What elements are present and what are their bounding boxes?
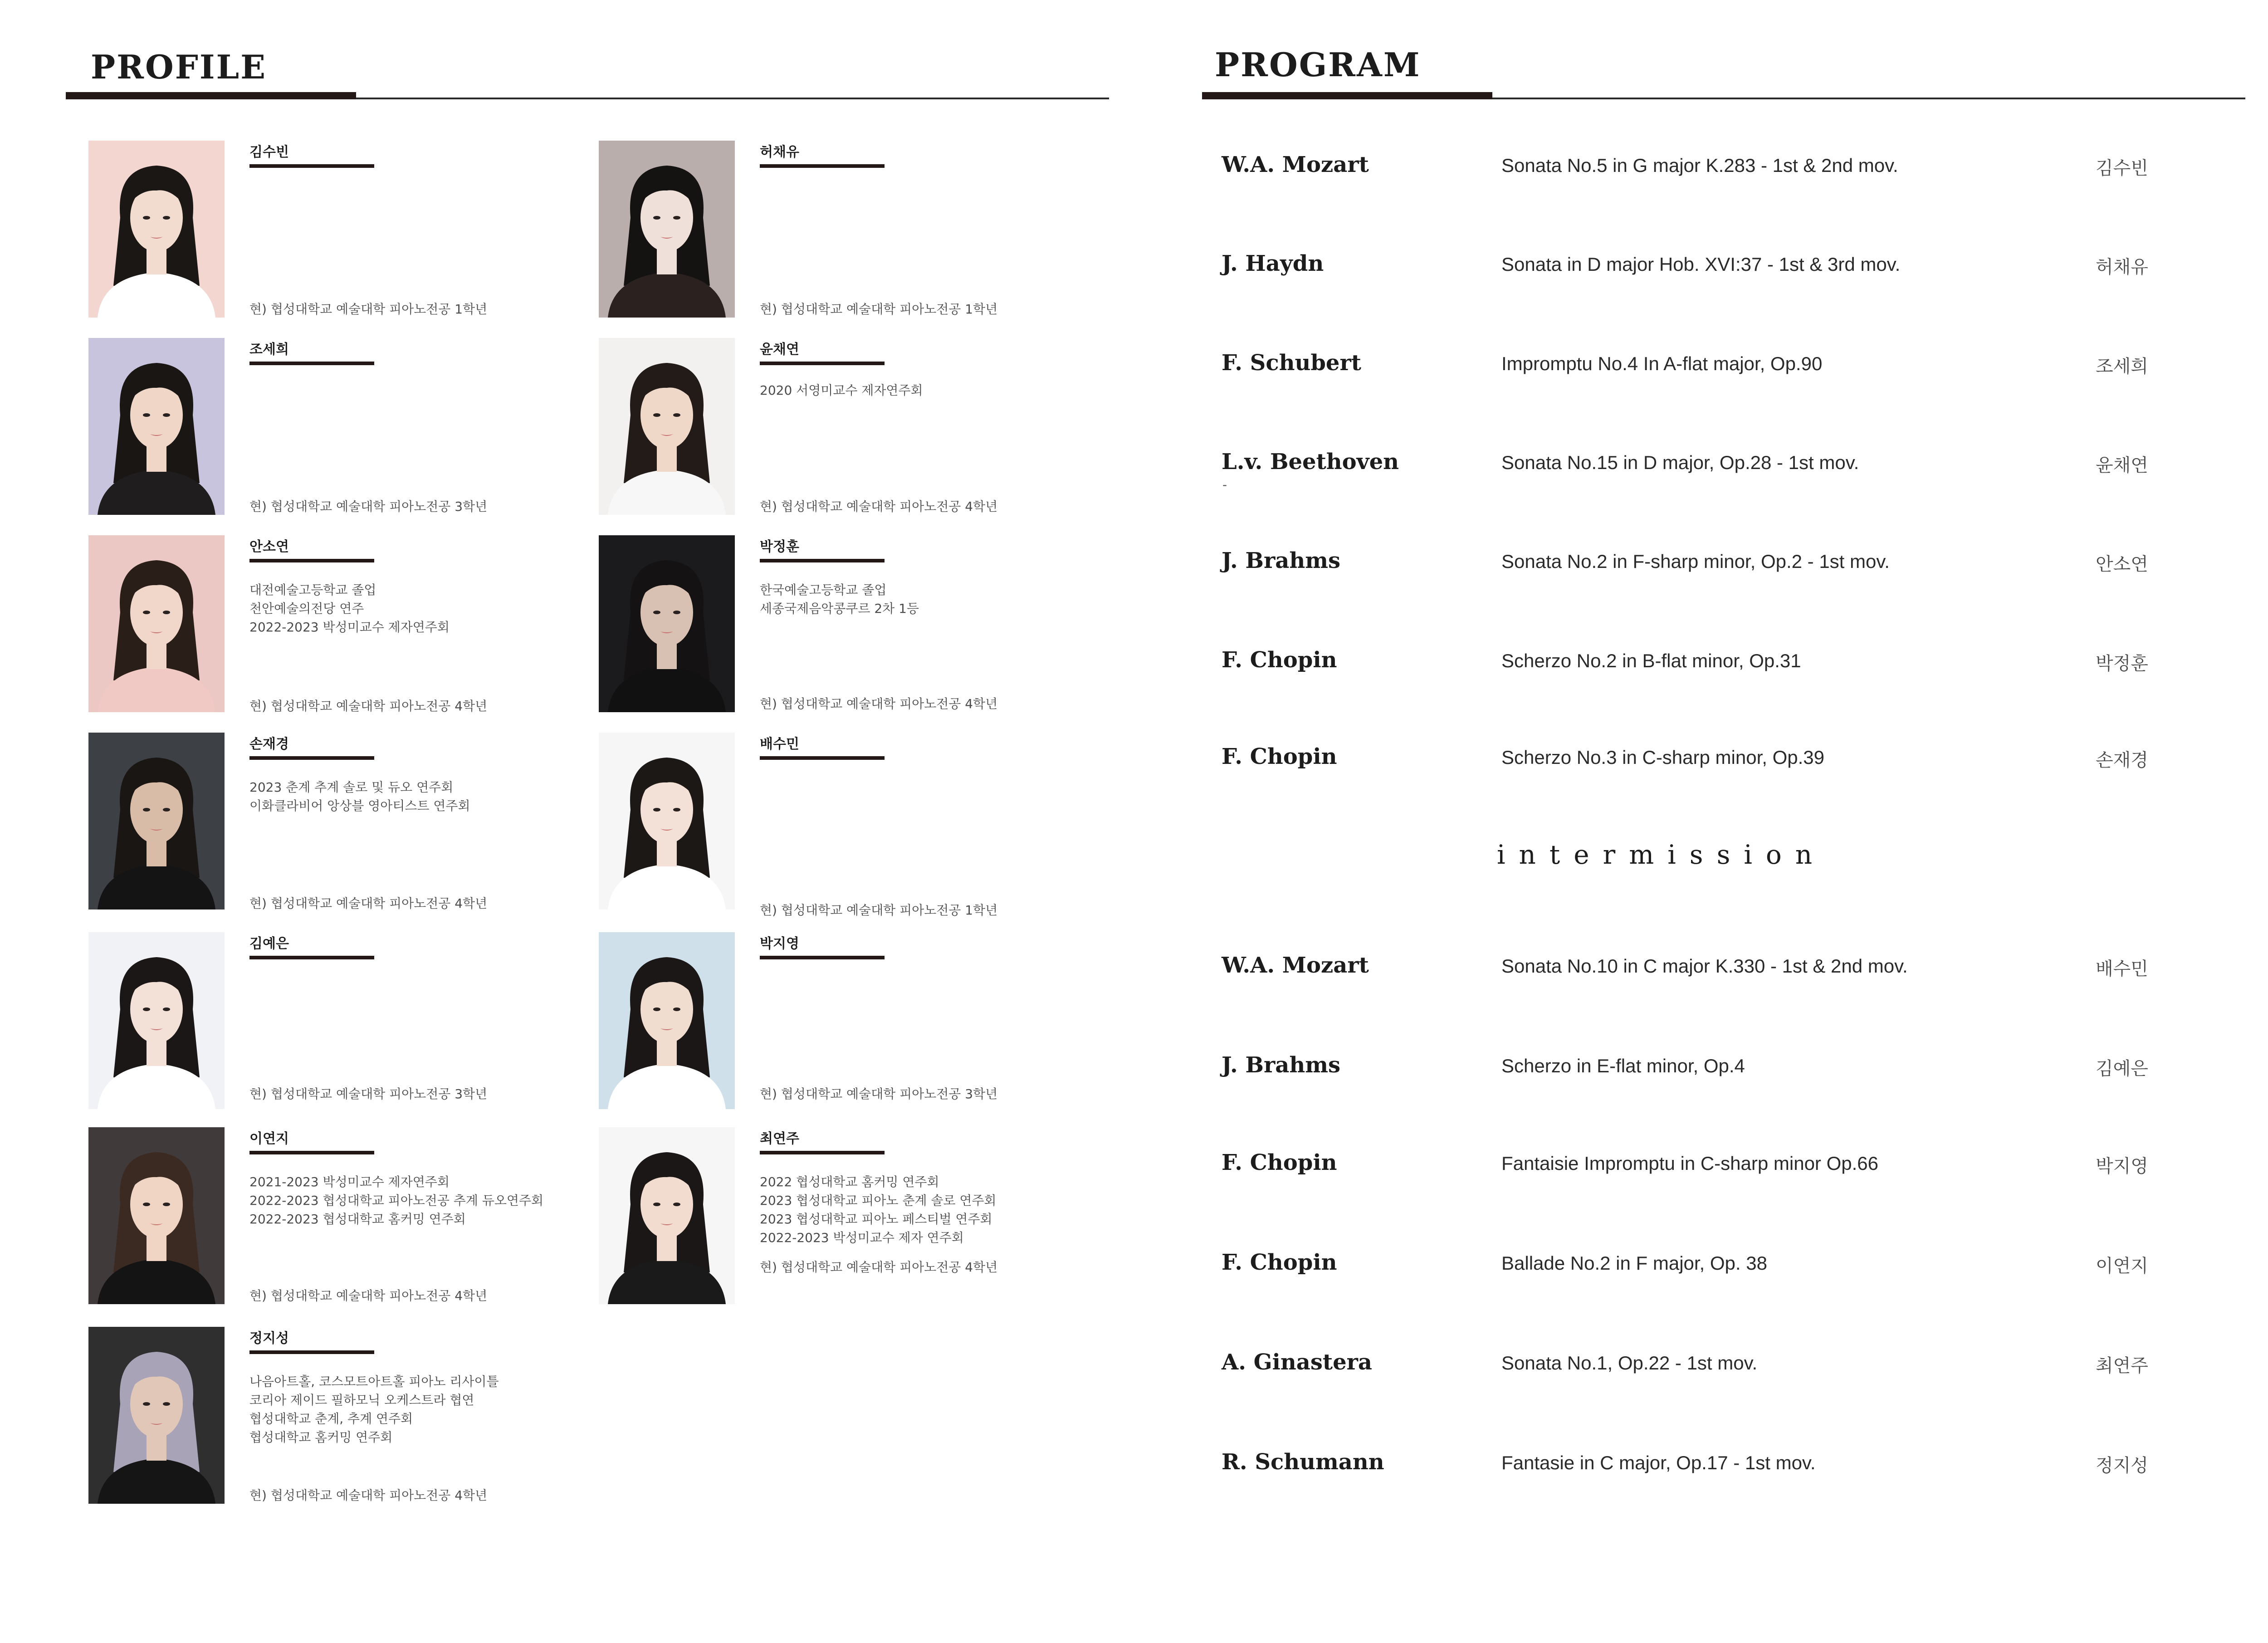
performer-name: 조세희: [249, 342, 289, 357]
composer: W.A. Mozart: [1222, 953, 1369, 978]
performer-name: 손재경: [249, 736, 289, 752]
performer-card: [599, 932, 1111, 1109]
composer: A. Ginastera: [1222, 1350, 1373, 1375]
program-title-accent: [1202, 92, 1492, 99]
performer-current-status: 현) 협성대학교 예술대학 피아노전공 3학년: [249, 499, 488, 514]
performer-name: 배수민: [760, 736, 799, 752]
performer-current-status: 현) 협성대학교 예술대학 피아노전공 4학년: [760, 499, 998, 514]
bio-line: 나음아트홀, 코스모트아트홀 피아노 리사이틀: [249, 1374, 499, 1389]
piece-title: Sonata No.1, Op.22 - 1st mov.: [1501, 1352, 1758, 1374]
performer-name: 박정훈: [760, 539, 799, 555]
program-row: [1148, 647, 2268, 688]
piece-title: Fantasie in C major, Op.17 - 1st mov.: [1501, 1452, 1816, 1473]
portrait-illustration: [599, 535, 735, 712]
performer: 박지영: [2096, 1156, 2148, 1177]
performer-photo: [599, 932, 735, 1109]
performer-name: 안소연: [249, 539, 289, 555]
performer-card: [88, 338, 601, 515]
performer-name: 허채유: [760, 144, 799, 160]
composer: L.v. Beethoven: [1222, 449, 1399, 474]
performer-current-status: 현) 협성대학교 예술대학 피아노전공 3학년: [760, 1086, 998, 1101]
performer-photo: [88, 338, 225, 515]
performer-card: [88, 535, 601, 712]
bio-line: 2022 협성대학교 홈커밍 연주회: [760, 1174, 939, 1189]
composer: W.A. Mozart: [1222, 152, 1369, 177]
portrait-illustration: [88, 535, 225, 712]
performer-bio: [760, 1173, 1105, 1247]
performer-name-underline: [760, 1151, 885, 1154]
piece-title: Sonata No.5 in G major K.283 - 1st & 2nd mov.: [1501, 155, 1898, 176]
performer: 박정훈: [2096, 653, 2148, 674]
performer-photo: [599, 733, 735, 910]
performer: 안소연: [2096, 554, 2148, 575]
performer: 배수민: [2096, 958, 2148, 979]
row-mark: -: [1222, 477, 1227, 492]
piece-title: Ballade No.2 in F major, Op. 38: [1501, 1252, 1767, 1274]
bio-line: 2022-2023 협성대학교 피아노전공 추계 듀오연주회: [249, 1193, 544, 1208]
performer-current-status: 현) 협성대학교 예술대학 피아노전공 1학년: [249, 302, 488, 317]
composer: F. Chopin: [1222, 744, 1337, 769]
performer-name-underline: [760, 559, 885, 562]
performer-current-status: 현) 협성대학교 예술대학 피아노전공 4학년: [760, 1260, 998, 1275]
performer-bio: [249, 1372, 594, 1447]
performer: 정지성: [2096, 1455, 2148, 1476]
performer-photo: [88, 535, 225, 712]
performer-name-underline: [760, 956, 885, 959]
performer-current-status: 현) 협성대학교 예술대학 피아노전공 1학년: [760, 903, 998, 918]
performer-bio: [249, 581, 594, 636]
composer: F. Chopin: [1222, 647, 1337, 673]
bio-line: 2020 서영미교수 제자연주회: [760, 383, 923, 398]
composer: R. Schumann: [1222, 1449, 1384, 1475]
performer-current-status: 현) 협성대학교 예술대학 피아노전공 1학년: [760, 302, 998, 317]
performer: 김예은: [2096, 1058, 2148, 1079]
performer-card: [599, 1127, 1111, 1304]
performer-photo: [599, 338, 735, 515]
performer-name-underline: [760, 164, 885, 168]
performer: 김수빈: [2096, 158, 2148, 179]
performer-card: [88, 733, 601, 910]
program-row: [1148, 1250, 2268, 1291]
composer: F. Chopin: [1222, 1250, 1337, 1275]
performer: 조세희: [2096, 356, 2148, 377]
performer: 최연주: [2096, 1355, 2148, 1376]
portrait-illustration: [599, 932, 735, 1109]
composer: F. Chopin: [1222, 1150, 1337, 1175]
program-row: [1148, 1350, 2268, 1390]
bio-line: 천안예술의전당 연주: [249, 601, 364, 616]
performer-name-underline: [760, 756, 885, 760]
intermission-label: intermission: [1497, 839, 1826, 870]
performer-name-underline: [249, 362, 374, 365]
piece-title: Sonata No.15 in D major, Op.28 - 1st mov.: [1501, 452, 1859, 473]
program-row: [1148, 1449, 2268, 1490]
piece-title: Fantaisie Impromptu in C-sharp minor Op.66: [1501, 1153, 1878, 1174]
performer-current-status: 현) 협성대학교 예술대학 피아노전공 4학년: [760, 696, 998, 711]
portrait-illustration: [599, 733, 735, 910]
performer-card: [599, 733, 1111, 918]
program-row: [1148, 350, 2268, 391]
portrait-illustration: [88, 932, 225, 1109]
performer-photo: [88, 141, 225, 318]
performer-current-status: 현) 협성대학교 예술대학 피아노전공 4학년: [249, 699, 488, 714]
performer: 윤채연: [2096, 455, 2148, 476]
piece-title: Scherzo No.3 in C-sharp minor, Op.39: [1501, 747, 1824, 768]
performer-name-underline: [249, 1350, 374, 1354]
portrait-illustration: [599, 338, 735, 515]
profile-title-accent: [66, 92, 356, 99]
portrait-illustration: [88, 733, 225, 910]
bio-line: 2023 협성대학교 피아노 페스티벌 연주회: [760, 1212, 992, 1227]
bio-line: 협성대학교 춘계, 추계 연주회: [249, 1411, 413, 1426]
piece-title: Impromptu No.4 In A-flat major, Op.90: [1501, 353, 1823, 374]
portrait-illustration: [88, 338, 225, 515]
bio-line: 한국예술고등학교 졸업: [760, 582, 887, 597]
performer-name: 이연지: [249, 1131, 289, 1147]
portrait-illustration: [88, 1127, 225, 1304]
performer-card: [88, 932, 601, 1109]
composer: J. Haydn: [1222, 251, 1324, 276]
program-row: [1148, 449, 2268, 490]
performer-card: [88, 141, 601, 318]
performer-name: 박지영: [760, 936, 799, 952]
program-row: [1148, 953, 2268, 993]
performer-name: 김수빈: [249, 144, 289, 160]
performer-name: 김예은: [249, 936, 289, 952]
performer: 손재경: [2096, 750, 2148, 771]
bio-line: 이화클라비어 앙상블 영아티스트 연주회: [249, 798, 470, 813]
bio-line: 2023 춘계 추계 솔로 및 듀오 연주회: [249, 780, 454, 795]
performer-name: 최연주: [760, 1131, 799, 1147]
bio-line: 대전예술고등학교 졸업: [249, 582, 376, 597]
bio-line: 2021-2023 박성미교수 제자연주회: [249, 1174, 450, 1189]
bio-line: 2023 협성대학교 피아노 춘계 솔로 연주회: [760, 1193, 997, 1208]
performer-card: [88, 1127, 601, 1304]
portrait-illustration: [599, 141, 735, 318]
performer-bio: [249, 1173, 594, 1228]
bio-line: 2022-2023 박성미교수 제자연주회: [249, 620, 450, 635]
performer-name: 정지성: [249, 1330, 289, 1346]
composer: J. Brahms: [1222, 1052, 1341, 1078]
performer: 이연지: [2096, 1256, 2148, 1276]
program-row: [1148, 152, 2268, 193]
program-title: PROGRAM: [1215, 45, 1421, 84]
performer-photo: [599, 141, 735, 318]
program-row: [1148, 251, 2268, 292]
portrait-illustration: [88, 141, 225, 318]
performer-name-underline: [249, 164, 374, 168]
performer-photo: [88, 733, 225, 910]
performer-name-underline: [249, 559, 374, 562]
performer-current-status: 현) 협성대학교 예술대학 피아노전공 4학년: [249, 1488, 488, 1503]
performer-photo: [599, 1127, 735, 1304]
piece-title: Sonata in D major Hob. XVI:37 - 1st & 3rd mov.: [1501, 254, 1901, 275]
performer-name: 윤채연: [760, 342, 799, 357]
performer-current-status: 현) 협성대학교 예술대학 피아노전공 4학년: [249, 896, 488, 911]
piece-title: Scherzo in E-flat minor, Op.4: [1501, 1055, 1745, 1076]
performer-bio: [249, 778, 594, 815]
bio-line: 2022-2023 박성미교수 제자 연주회: [760, 1230, 964, 1245]
performer-name-underline: [760, 362, 885, 365]
performer-current-status: 현) 협성대학교 예술대학 피아노전공 4학년: [249, 1288, 488, 1303]
performer-card: [599, 338, 1111, 515]
program-row: [1148, 744, 2268, 785]
performer-photo: [88, 932, 225, 1109]
performer-bio: [760, 381, 1105, 400]
bio-line: 세종국제음악콩쿠르 2차 1등: [760, 601, 919, 616]
program-row: [1148, 1052, 2268, 1093]
performer-current-status: 현) 협성대학교 예술대학 피아노전공 3학년: [249, 1086, 488, 1101]
performer-bio: [760, 581, 1105, 618]
performer-name-underline: [249, 756, 374, 760]
performer-card: [599, 535, 1111, 712]
performer-photo: [88, 1327, 225, 1504]
performer: 허채유: [2096, 257, 2148, 278]
performer-name-underline: [249, 1151, 374, 1154]
composer: J. Brahms: [1222, 548, 1341, 573]
performer-card: [88, 1327, 601, 1504]
piece-title: Sonata No.2 in F-sharp minor, Op.2 - 1st mov.: [1501, 551, 1890, 572]
program-row: [1148, 1150, 2268, 1191]
program-row: [1148, 548, 2268, 589]
bio-line: 코리아 제이드 필하모닉 오케스트라 협연: [249, 1393, 474, 1408]
performer-name-underline: [249, 956, 374, 959]
piece-title: Scherzo No.2 in B-flat minor, Op.31: [1501, 650, 1801, 671]
profile-title: PROFILE: [91, 48, 267, 86]
piece-title: Sonata No.10 in C major K.330 - 1st & 2nd mov.: [1501, 955, 1908, 977]
composer: F. Schubert: [1222, 350, 1361, 376]
program-page: [1148, 0, 2268, 1643]
performer-photo: [599, 535, 735, 712]
performer-photo: [88, 1127, 225, 1304]
bio-line: 2022-2023 협성대학교 홈커밍 연주회: [249, 1212, 466, 1227]
bio-line: 협성대학교 홈커밍 연주회: [249, 1430, 393, 1445]
portrait-illustration: [599, 1127, 735, 1304]
portrait-illustration: [88, 1327, 225, 1504]
performer-card: [599, 141, 1111, 318]
